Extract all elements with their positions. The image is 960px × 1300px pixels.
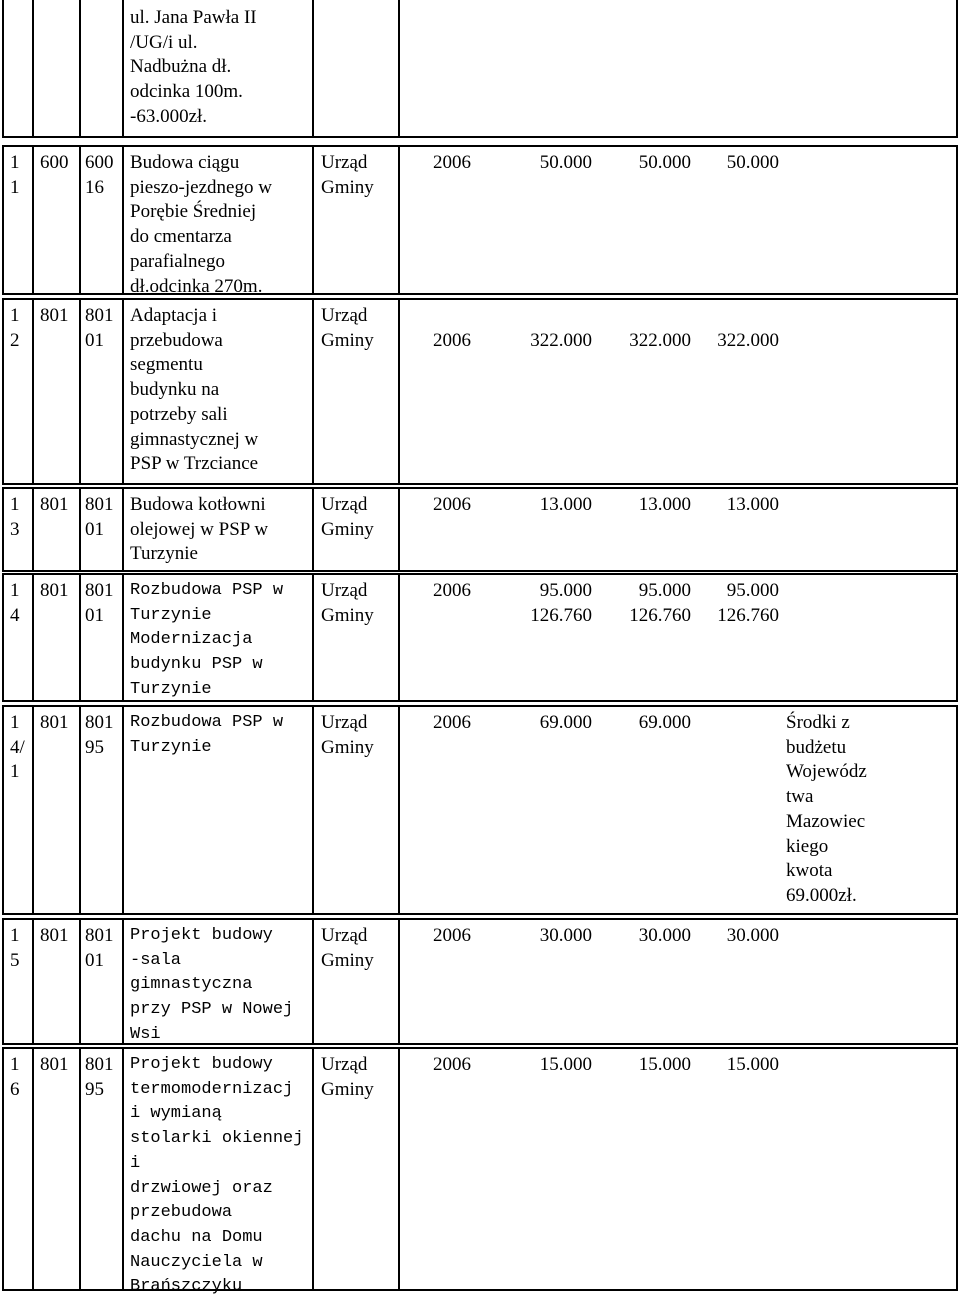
row-number-line: 4/ <box>10 736 25 758</box>
dzial-code: 600 <box>40 152 69 173</box>
column-divider <box>122 1047 124 1291</box>
rozdzial-code <box>85 304 114 353</box>
rozdzial-code-line: 801 <box>85 712 114 733</box>
column-divider <box>32 298 34 485</box>
amount-planned-line: 13.000 <box>638 494 691 515</box>
task-description <box>130 711 312 760</box>
remarks-line: twa <box>786 786 814 808</box>
year: 2006 <box>433 494 471 515</box>
dzial-code: 801 <box>40 925 69 946</box>
task-description-line: Turzynie <box>130 605 212 625</box>
row-number-line: 2 <box>10 329 20 351</box>
column-divider <box>2 487 4 572</box>
row-number-line: 1 <box>10 305 20 326</box>
task-description-line: budynku PSP w <box>130 655 263 675</box>
amount-total-line: 95.000 <box>539 580 592 601</box>
remarks-line: budżetu <box>786 736 847 758</box>
task-description-line: Projekt budowy <box>130 926 273 945</box>
amount-planned <box>625 579 691 628</box>
task-description-line: Turzynie <box>130 543 198 565</box>
task-description-line: Budowa ciągu <box>130 152 240 173</box>
column-divider <box>398 298 400 485</box>
table-right-border <box>956 0 958 138</box>
column-divider <box>32 918 34 1045</box>
row-number-line: 1 <box>10 494 20 515</box>
column-divider <box>312 705 314 915</box>
row-number <box>10 151 20 200</box>
year: 2006 <box>433 712 471 733</box>
column-divider <box>32 1047 34 1291</box>
description-continuation-line: odcinka 100m. <box>130 81 243 103</box>
rozdzial-code-line: 01 <box>85 604 104 626</box>
column-divider <box>122 0 124 138</box>
rozdzial-code-line: 801 <box>85 580 114 601</box>
row-number <box>10 1053 20 1102</box>
row-number-line: 1 <box>10 580 20 601</box>
row-number-line: 1 <box>10 176 20 198</box>
column-divider <box>2 918 4 1045</box>
amount-total-line: 15.000 <box>539 1054 592 1075</box>
column-divider <box>32 573 34 702</box>
amount-total-line: 69.000 <box>539 712 592 733</box>
column-divider <box>32 0 34 138</box>
row-number-line: 1 <box>10 1054 20 1075</box>
rozdzial-code-line: 95 <box>85 1078 104 1100</box>
column-divider <box>122 918 124 1045</box>
task-description <box>130 304 312 477</box>
row-number-line: 5 <box>10 949 20 971</box>
amount-total <box>530 579 592 628</box>
task-description-line: budynku na <box>130 379 220 401</box>
amount-total <box>530 329 592 354</box>
column-divider <box>32 487 34 572</box>
responsible-unit <box>321 1053 374 1102</box>
responsible-unit <box>321 711 374 760</box>
amount-budget-line: 126.760 <box>717 604 779 626</box>
responsible-unit-line: Gminy <box>321 604 374 626</box>
responsible-unit-line: Urząd <box>321 925 368 946</box>
row-number-line: 6 <box>10 1078 20 1100</box>
column-divider <box>79 298 81 485</box>
rozdzial-code-line: 01 <box>85 949 104 971</box>
column-divider <box>398 705 400 915</box>
dzial-code: 801 <box>40 305 69 326</box>
responsible-unit <box>321 924 374 973</box>
responsible-unit <box>321 493 374 542</box>
task-description-line: dachu na Domu <box>130 1227 263 1247</box>
amount-total-line: 50.000 <box>539 152 592 173</box>
row-number-line: 1 <box>10 925 20 946</box>
task-description-line: i wymianą <box>130 1104 222 1124</box>
amount-planned-line: 30.000 <box>638 925 691 946</box>
amount-budget-line: 322.000 <box>717 330 779 351</box>
amount-planned-line: 50.000 <box>638 152 691 173</box>
column-divider <box>32 145 34 295</box>
responsible-unit-line: Urząd <box>321 305 368 326</box>
responsible-unit-line: Gminy <box>321 736 374 758</box>
column-divider <box>312 918 314 1045</box>
amount-budget-line: 13.000 <box>726 494 779 515</box>
row-number-line: 1 <box>10 761 20 783</box>
task-description <box>130 151 312 299</box>
remarks-line: Środki z <box>786 712 850 733</box>
task-description-line: stolarki okiennej i <box>130 1129 304 1173</box>
rozdzial-code-line: 801 <box>85 925 114 946</box>
amount-budget <box>713 579 779 628</box>
task-description <box>130 1053 312 1300</box>
amount-planned <box>625 711 691 736</box>
task-description-line: Porębie Średniej <box>130 201 257 223</box>
dzial-code: 801 <box>40 712 69 733</box>
amount-budget-line: 50.000 <box>726 152 779 173</box>
row-number <box>10 579 20 628</box>
description-continuation-line: /UG/i ul. <box>130 31 198 53</box>
amount-budget <box>713 493 779 518</box>
task-description-line: Nauczyciela w <box>130 1252 263 1272</box>
column-divider <box>398 918 400 1045</box>
column-divider <box>312 0 314 138</box>
rozdzial-code-line: 95 <box>85 736 104 758</box>
year: 2006 <box>433 330 471 351</box>
year: 2006 <box>433 580 471 601</box>
task-description-line: drzwiowej oraz <box>130 1178 273 1198</box>
rozdzial-code <box>85 493 114 542</box>
responsible-unit-line: Gminy <box>321 518 374 540</box>
rozdzial-code-line: 16 <box>85 176 104 198</box>
remarks-line: 69.000zł. <box>786 884 857 906</box>
column-divider <box>79 918 81 1045</box>
amount-planned-line: 322.000 <box>629 330 691 351</box>
dzial-code: 801 <box>40 580 69 601</box>
task-description-line: Rozbudowa PSP w <box>130 713 284 732</box>
year: 2006 <box>433 1054 471 1075</box>
amount-budget <box>713 329 779 354</box>
row-top-border <box>2 918 958 920</box>
responsible-unit <box>321 151 374 200</box>
responsible-unit-line: Gminy <box>321 1078 374 1100</box>
amount-total <box>530 493 592 518</box>
task-description <box>130 493 312 567</box>
task-description-line: dł.odcinka 270m. <box>130 275 263 297</box>
task-description <box>130 924 312 1048</box>
row-number-line: 1 <box>10 712 20 733</box>
row-number-line: 1 <box>10 152 20 173</box>
task-description-line: Brańszczyku <box>130 1277 243 1297</box>
task-description-line: pieszo-jezdnego w <box>130 176 272 198</box>
amount-budget <box>713 151 779 176</box>
amount-total <box>530 924 592 949</box>
amount-planned <box>625 1053 691 1078</box>
responsible-unit-line: Gminy <box>321 329 374 351</box>
amount-planned <box>625 151 691 176</box>
row-top-border <box>2 705 958 707</box>
row-top-border <box>2 573 958 575</box>
column-divider <box>398 145 400 295</box>
year: 2006 <box>433 152 471 173</box>
description-continuation-line: -63.000zł. <box>130 105 208 127</box>
rozdzial-code <box>85 1053 114 1102</box>
description-continuation <box>130 6 312 130</box>
description-continuation-line: ul. Jana Pawła II <box>130 7 257 28</box>
column-divider <box>398 487 400 572</box>
column-divider <box>79 0 81 138</box>
dzial-code: 801 <box>40 494 69 515</box>
task-description-line: parafialnego <box>130 250 225 272</box>
table-right-border <box>956 705 958 915</box>
column-divider <box>312 487 314 572</box>
row-top-border <box>2 487 958 489</box>
responsible-unit-line: Urząd <box>321 152 368 173</box>
amount-planned-line: 126.760 <box>629 604 691 626</box>
rozdzial-code-line: 01 <box>85 518 104 540</box>
remarks-line: Mazowiec <box>786 810 866 832</box>
remarks-line: kiego <box>786 835 829 857</box>
amount-total-line: 126.760 <box>530 604 592 626</box>
rozdzial-code <box>85 579 114 628</box>
task-description-line: PSP w Trzciance <box>130 453 259 475</box>
responsible-unit-line: Urząd <box>321 580 368 601</box>
column-divider <box>312 1047 314 1291</box>
remarks-line: Wojewódz <box>786 761 867 783</box>
task-description-line: Projekt budowy <box>130 1055 273 1074</box>
amount-planned-line: 69.000 <box>638 712 691 733</box>
responsible-unit <box>321 304 374 353</box>
amount-total-line: 13.000 <box>539 494 592 515</box>
task-description-line: przebudowa <box>130 329 223 351</box>
row-bottom-border <box>2 913 958 915</box>
dzial-code: 801 <box>40 1054 69 1075</box>
column-divider <box>32 705 34 915</box>
column-divider <box>122 573 124 702</box>
rozdzial-code-line: 801 <box>85 494 114 515</box>
task-description-line: Budowa kotłowni <box>130 494 266 515</box>
amount-total-line: 30.000 <box>539 925 592 946</box>
amount-budget-line: 30.000 <box>726 925 779 946</box>
description-continuation-line: Nadbużna dł. <box>130 56 232 78</box>
table-right-border <box>956 573 958 702</box>
amount-total <box>530 711 592 736</box>
task-description-line: Rozbudowa PSP w <box>130 581 284 600</box>
task-description-line: olejowej w PSP w <box>130 518 269 540</box>
row-bottom-border <box>2 570 958 572</box>
task-description-line: segmentu <box>130 354 203 376</box>
column-divider <box>122 487 124 572</box>
rozdzial-code-line: 01 <box>85 329 104 351</box>
row-top-border <box>2 145 958 147</box>
column-divider <box>2 0 4 138</box>
column-divider <box>312 573 314 702</box>
rozdzial-code <box>85 711 114 760</box>
rozdzial-code-line: 801 <box>85 1054 114 1075</box>
responsible-unit-line: Gminy <box>321 949 374 971</box>
task-description-line: przy PSP w Nowej <box>130 1000 294 1020</box>
amount-planned-line: 15.000 <box>638 1054 691 1075</box>
amount-total <box>530 1053 592 1078</box>
column-divider <box>2 573 4 702</box>
responsible-unit-line: Urząd <box>321 1054 368 1075</box>
responsible-unit-line: Urząd <box>321 712 368 733</box>
row-bottom-border <box>2 483 958 485</box>
task-description-line: Wsi <box>130 1024 161 1044</box>
column-divider <box>79 705 81 915</box>
amount-total <box>530 151 592 176</box>
task-description-line: potrzeby sali <box>130 403 228 425</box>
task-description-line: termomodernizacj <box>130 1079 294 1099</box>
year: 2006 <box>433 925 471 946</box>
amount-planned <box>625 329 691 354</box>
task-description-line: do cmentarza <box>130 226 232 248</box>
responsible-unit <box>321 579 374 628</box>
column-divider <box>2 1047 4 1291</box>
rozdzial-code-line: 600 <box>85 152 114 173</box>
amount-budget <box>713 1053 779 1078</box>
amount-planned <box>625 924 691 949</box>
column-divider <box>2 145 4 295</box>
task-description-line: Modernizacja <box>130 630 253 650</box>
column-divider <box>122 145 124 295</box>
row-bottom-border <box>2 136 958 138</box>
rozdzial-code-line: 801 <box>85 305 114 326</box>
task-description-line: przebudowa <box>130 1203 233 1223</box>
table-right-border <box>956 145 958 295</box>
amount-planned-line: 95.000 <box>638 580 691 601</box>
row-number <box>10 493 20 542</box>
remarks <box>786 711 867 909</box>
amount-budget-line: 95.000 <box>726 580 779 601</box>
task-description-line: -sala gimnastyczna <box>130 950 253 995</box>
column-divider <box>398 1047 400 1291</box>
column-divider <box>79 1047 81 1291</box>
table-right-border <box>956 487 958 572</box>
row-number <box>10 711 25 785</box>
column-divider <box>122 705 124 915</box>
row-number-line: 4 <box>10 604 20 626</box>
responsible-unit-line: Urząd <box>321 494 368 515</box>
column-divider <box>2 298 4 485</box>
column-divider <box>79 487 81 572</box>
column-divider <box>312 298 314 485</box>
column-divider <box>398 0 400 138</box>
amount-total-line: 322.000 <box>530 330 592 351</box>
task-description-line: Turzynie <box>130 737 212 757</box>
table-right-border <box>956 298 958 485</box>
amount-planned <box>625 493 691 518</box>
row-number <box>10 304 20 353</box>
task-description-line: Turzynie <box>130 679 212 699</box>
column-divider <box>312 145 314 295</box>
task-description-line: Adaptacja i <box>130 305 218 326</box>
column-divider <box>79 573 81 702</box>
row-number-line: 3 <box>10 518 20 540</box>
task-description-line: gimnastycznej w <box>130 428 259 450</box>
amount-budget-line: 15.000 <box>726 1054 779 1075</box>
row-number <box>10 924 20 973</box>
table-right-border <box>956 1047 958 1291</box>
rozdzial-code <box>85 924 114 973</box>
task-description <box>130 579 312 703</box>
rozdzial-code <box>85 151 114 200</box>
responsible-unit-line: Gminy <box>321 176 374 198</box>
table-right-border <box>956 918 958 1045</box>
column-divider <box>122 298 124 485</box>
column-divider <box>79 145 81 295</box>
remarks-line: kwota <box>786 860 833 882</box>
column-divider <box>2 705 4 915</box>
amount-budget <box>713 924 779 949</box>
column-divider <box>398 573 400 702</box>
